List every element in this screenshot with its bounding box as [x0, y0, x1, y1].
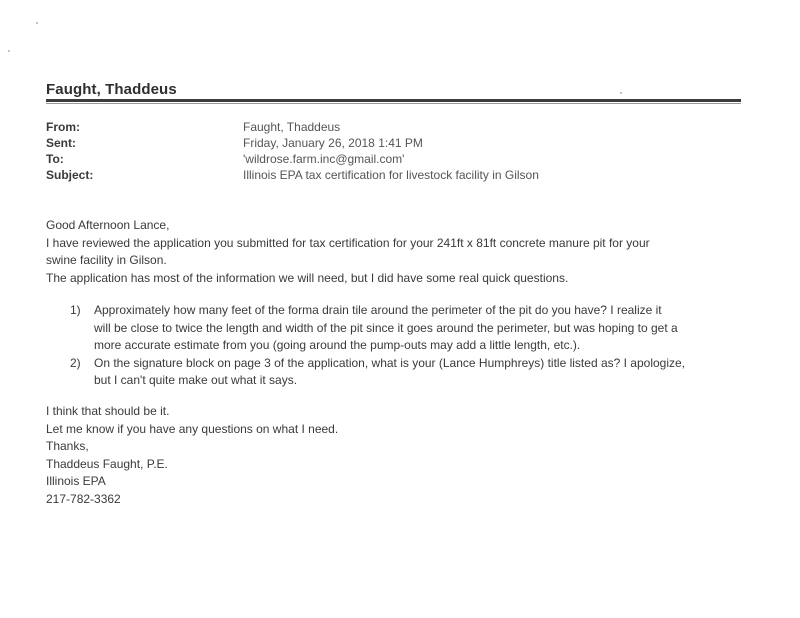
subject-value: Illinois EPA tax certification for livestock facility in Gilson — [243, 168, 539, 182]
email-intro — [46, 217, 746, 287]
sent-value: Friday, January 26, 2018 1:41 PM — [243, 136, 423, 150]
question-number: 1) — [70, 303, 81, 317]
from-value: Faught, Thaddeus — [243, 120, 341, 134]
signature-org: Illinois EPA — [46, 474, 106, 488]
header-to-row — [46, 151, 746, 167]
header-divider-thin — [46, 103, 741, 104]
scan-speck — [36, 22, 38, 24]
greeting: Good Afternoon Lance, — [46, 218, 170, 232]
question-line: more accurate estimate from you (going around the pump-outs may add a little length, etc.). — [94, 338, 581, 352]
subject-label: Subject: — [46, 168, 94, 182]
closing-line: Let me know if you have any questions on what I need. — [46, 421, 339, 436]
signature-name: Thaddeus Faught, P.E. — [46, 456, 168, 471]
question-item — [70, 355, 750, 390]
scan-speck — [8, 50, 10, 52]
closing-line: I think that should be it. — [46, 404, 170, 418]
sent-label: Sent: — [46, 136, 76, 150]
closing-line: Thanks, — [46, 439, 89, 453]
question-line: On the signature block on page 3 of the application, what is your (Lance Humphreys) title listed as? I apologize, — [94, 355, 686, 370]
header-subject-row — [46, 167, 746, 183]
scan-speck — [620, 92, 622, 94]
intro-line: The application has most of the information we will need, but I did have some real quick questions. — [46, 270, 569, 285]
email-closing — [46, 403, 746, 508]
from-label: From: — [46, 120, 80, 134]
sender-title: Faught, Thaddeus — [46, 81, 177, 98]
to-value: 'wildrose.farm.inc@gmail.com' — [243, 152, 405, 166]
intro-line: I have reviewed the application you submitted for tax certification for your 241ft x 81ft concrete manure pit for your — [46, 235, 650, 250]
question-number: 2) — [70, 355, 81, 370]
question-line: Approximately how many feet of the forma drain tile around the perimeter of the pit do you have? I realize it — [94, 303, 662, 317]
question-list — [70, 302, 750, 390]
question-item — [70, 302, 750, 355]
question-line: but I can't quite make out what it says. — [94, 373, 298, 387]
question-line: will be close to twice the length and width of the pit since it goes around the perimeter, but was hoping to get a — [94, 320, 678, 335]
header-from-row — [46, 119, 746, 135]
to-label: To: — [46, 152, 64, 166]
header-sent-row — [46, 135, 746, 151]
signature-phone: 217-782-3362 — [46, 491, 121, 506]
header-divider — [46, 99, 741, 102]
intro-line: swine facility in Gilson. — [46, 253, 167, 267]
